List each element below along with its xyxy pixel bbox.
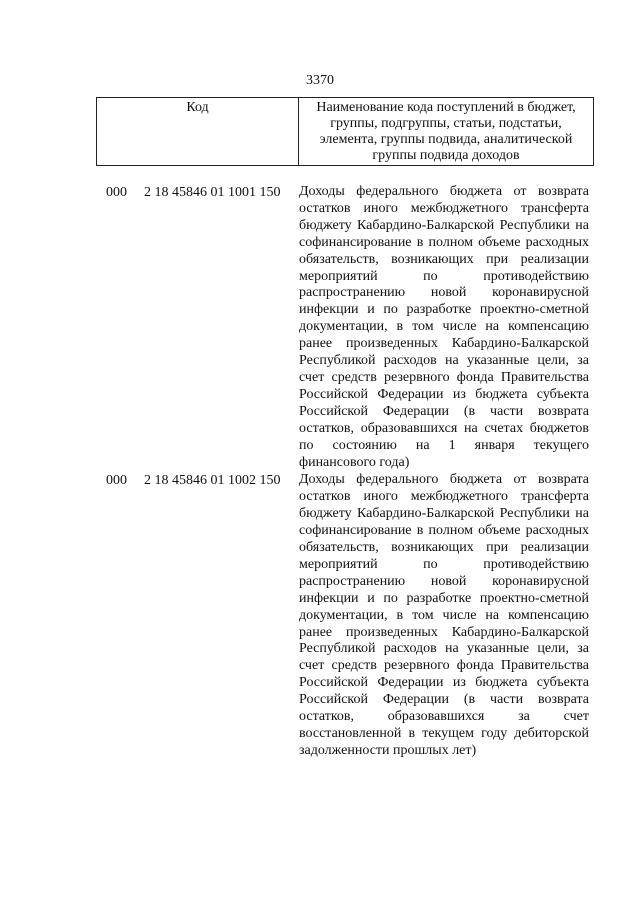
- header-name-column: Наименование кода поступлений в бюджет, группы, подгруппы, статьи, подстатьи, элемента, группы подвида, аналитической группы подвида доходов: [316, 100, 576, 163]
- header-code-column: Код: [97, 98, 299, 165]
- admin-code: 000: [106, 185, 127, 200]
- budget-classification-code: 2 18 45846 01 1002 150: [144, 473, 281, 489]
- income-description: Доходы федерального бюджета от возврата остатков иного межбюджетного трансферта бюджету Кабардино-Балкарской Республики на софинансирование в полном объеме расходных обязательств, возникающих при реализации мероприятий по противодействию распространению новой коронавирусной инфекции и по разработке проектно-сметной документации, в том числе на компенсацию ранее произведенных Кабардино-Балкарской Республикой расходов на указанные цели, за счет средств резервного фонда Правительства Российской Федерации из бюджета субъекта Российской Федерации (в части возврата остатков, образовавшихся на счетах бюджетов по состоянию на 1 января текущего финансового года): [299, 184, 589, 470]
- income-code-list: [0, 184, 640, 760]
- table-row: [0, 184, 640, 471]
- page-number: 3370: [306, 73, 334, 88]
- table-row: [0, 472, 640, 759]
- budget-classification-code: 2 18 45846 01 1001 150: [144, 185, 281, 200]
- admin-code: 000: [106, 473, 127, 489]
- income-description: Доходы федерального бюджета от возврата остатков иного межбюджетного трансферта бюджету Кабардино-Балкарской Республики на софинансирование в полном объеме расходных обязательств, возникающих при реализации мероприятий по противодействию распространению новой коронавирусной инфекции и по разработке проектно-сметной документации, в том числе на компенсацию ранее произведенных Кабардино-Балкарской Республикой расходов на указанные цели, за счет средств резервного фонда Правительства Российской Федерации из бюджета субъекта Российской Федерации (в части возврата остатков, образовавшихся за счет восстановленной в текущем году дебиторской задолженности прошлых лет): [299, 472, 589, 758]
- table-header: [96, 97, 594, 166]
